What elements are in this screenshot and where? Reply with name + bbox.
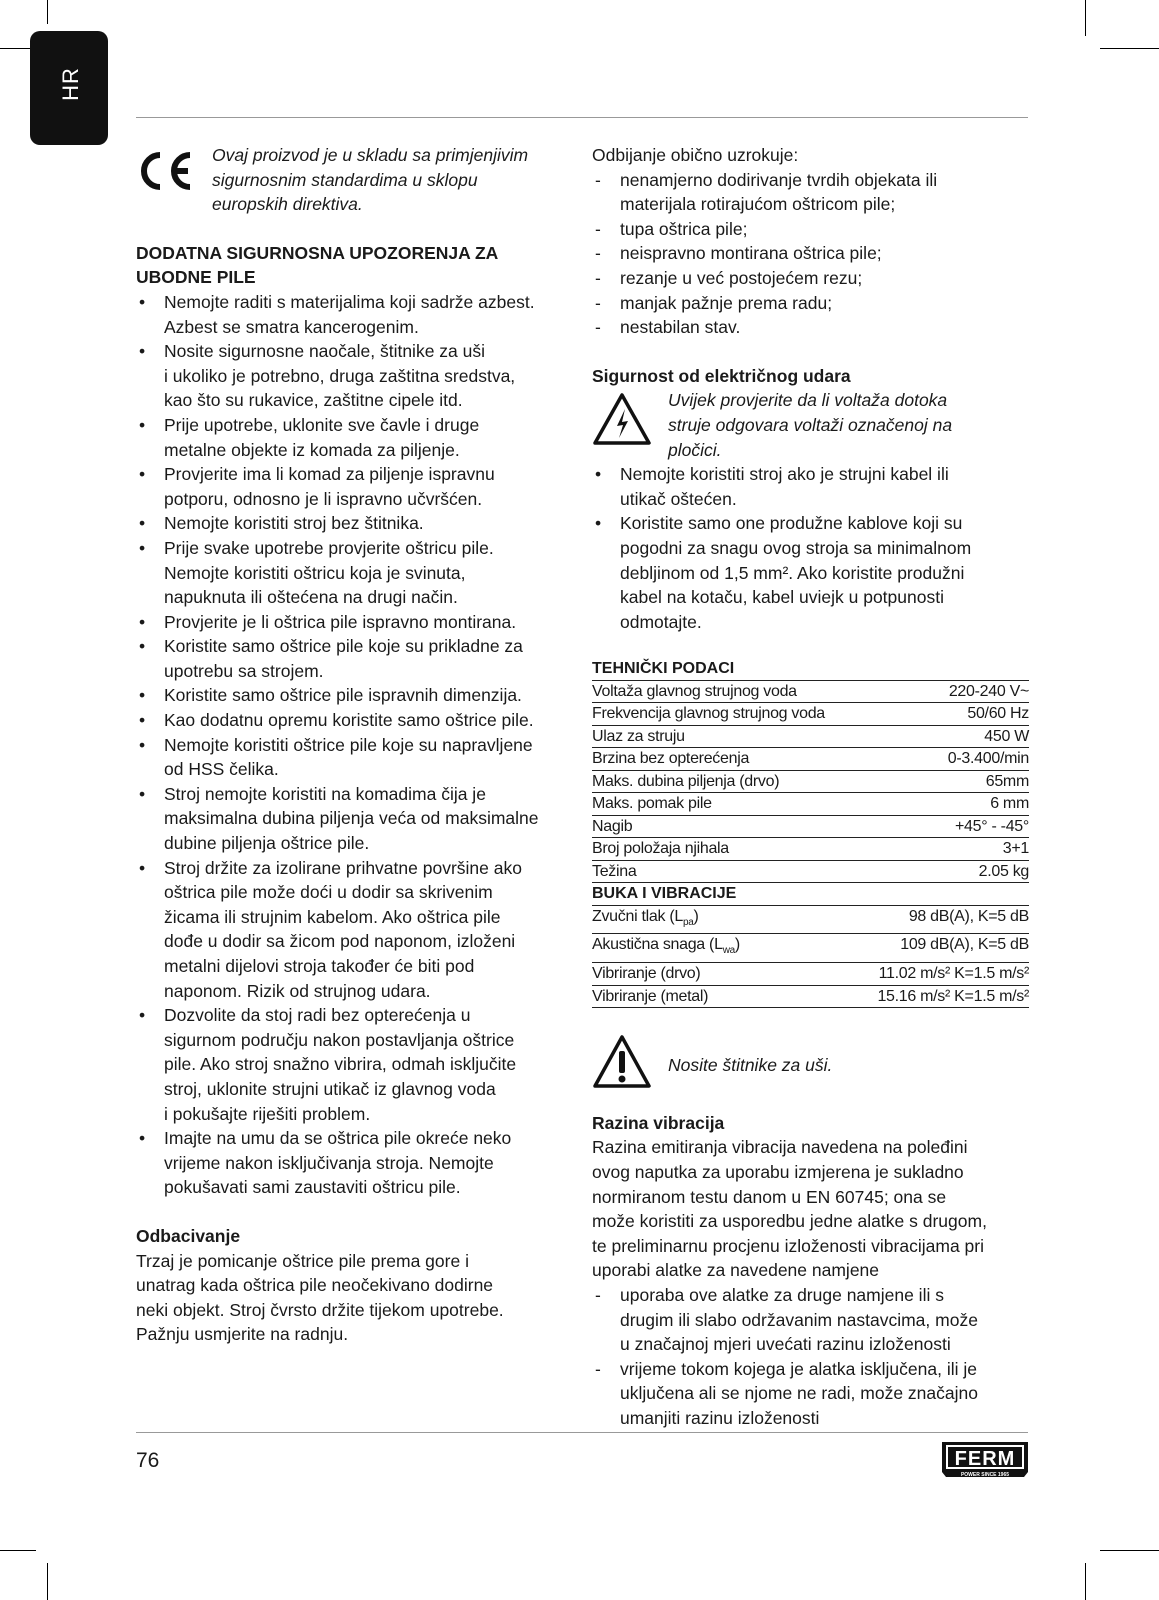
cause-item: - neispravno montirana oštrica pile; — [592, 241, 1029, 266]
safety-bullet-item: • Imajte na umu da se oštrica pile okreće neko vrijeme nakon isključivanja stroja. Nemojte pokušavati sami zaustaviti oštricu pile. — [136, 1126, 576, 1200]
vibration-dash-item: - vrijeme tokom kojega je alatka isključena, ili je uključena ali se njome ne radi, može značajno umanjiti razinu izloženosti — [592, 1357, 1029, 1431]
spec-row — [592, 703, 1029, 726]
safety-bullet-item: • Nemojte raditi s materijalima koji sadrže azbest. Azbest se smatra kancerogenim. — [136, 290, 576, 339]
ce-mark-icon — [136, 143, 212, 198]
electric-warning — [592, 388, 1029, 462]
spec-label: Težina — [592, 862, 637, 880]
spec-value: 50/60 Hz — [967, 705, 1029, 723]
crop-mark — [1085, 1563, 1086, 1600]
spec-value: 450 W — [984, 727, 1029, 745]
ce-mark-icon — [136, 151, 194, 191]
ce-text: Ovaj proizvod je u skladu sa primjenjivim sigurnosnim standardima u sklopu europskih direktiva. — [212, 145, 529, 215]
causes-list — [592, 168, 1029, 340]
spec-row — [592, 771, 1029, 794]
spec-row — [592, 816, 1029, 839]
ear-warning-text: Nosite štitnike za uši. — [668, 1055, 833, 1076]
safety-bullet-item: • Stroj nemojte koristiti na komadima čija je maksimalna dubina piljenja veća od maksimalne dubine piljenja oštrice pile. — [136, 782, 576, 856]
safety-bullet-item: • Nosite sigurnosne naočale, štitnike za uši i ukoliko je potrebno, druga zaštitna sredstva, kao što su rukavice, zaštitne cipele itd. — [136, 339, 576, 413]
language-code: HR — [57, 67, 83, 101]
spec-value: 2.05 kg — [978, 862, 1029, 880]
safety-bullet-item: • Provjerite je li oštrica pile ispravno montirana. — [136, 610, 576, 635]
spec-label: Ulaz za struju — [592, 727, 685, 745]
page-number: 76 — [136, 1449, 160, 1472]
noise-value: 98 dB(A), K=5 dB — [908, 907, 1029, 925]
noise-row — [592, 906, 1029, 935]
crop-mark — [47, 0, 48, 24]
section-heading: DODATNA SIGURNOSNA UPOZORENJA ZA UBODNE PILE — [136, 242, 499, 288]
electric-bullet-item: • Koristite samo one produžne kablove koji su pogodni za snagu ovog stroja sa minimalnom debljinom od 1,5 mm². Ako koristite produžni kabel na kotaču, kabel uviejk u potpunosti odmotajte. — [592, 511, 1029, 634]
electric-hazard-icon — [592, 388, 668, 453]
noise-row — [592, 986, 1029, 1009]
spec-label: Nagib — [592, 817, 633, 835]
safety-bullet-item: • Koristite samo oštrice pile koje su prikladne za upotrebu sa strojem. — [136, 634, 576, 683]
spec-row — [592, 861, 1029, 884]
spec-row — [592, 793, 1029, 816]
noise-table-heading: BUKA I VIBRACIJE — [592, 883, 1029, 906]
electric-bullet-list — [592, 462, 1029, 634]
cause-item: - tupa oštrica pile; — [592, 217, 1029, 242]
noise-label: Vibriranje (drvo) — [592, 965, 701, 983]
ear-warning — [592, 1034, 1029, 1097]
spec-row — [592, 838, 1029, 861]
crop-mark — [1100, 48, 1159, 49]
caution-icon — [592, 1034, 668, 1097]
vibration-dash-item: - uporaba ove alatke za druge namjene ili s drugim ili slabo održavanim nastavcima, može u značajnoj mjeri uvećati razinu izloženosti — [592, 1283, 1029, 1357]
spec-value: 6 mm — [990, 795, 1029, 813]
safety-bullet-list — [136, 290, 576, 1200]
spec-label: Frekvencija glavnog strujnog voda — [592, 705, 825, 723]
language-tab — [30, 31, 108, 145]
safety-bullet-item: • Dozvolite da stoj radi bez opterećenja u sigurnom području nakon postavljanja oštrice pile. Ako stroj snažno vibrira, odmah isključite stroj, uklonite strujni utikač iz glavnog voda i pokušajte riješiti problem. — [136, 1003, 576, 1126]
spec-label: Maks. pomak pile — [592, 795, 712, 813]
bottom-rule — [136, 1432, 1028, 1433]
kickback-heading: Odbacivanje — [136, 1225, 241, 1246]
cause-item: - manjak pažnje prema radu; — [592, 291, 1029, 316]
safety-bullet-item: • Prije svake upotrebe provjerite oštricu pile. Nemojte koristiti oštricu koja je svinuta, napuknuta ili oštećena na drugi način. — [136, 536, 576, 610]
right-column — [592, 143, 1029, 1430]
electric-heading: Sigurnost od električnog udara — [592, 365, 851, 386]
cause-item: - rezanje u već postojećem rezu; — [592, 266, 1029, 291]
noise-label: Zvučni tlak $(L_{pa})$ — [592, 907, 699, 928]
safety-bullet-item: • Nemojte koristiti oštrice pile koje su napravljene od HSS čelika. — [136, 733, 576, 782]
spec-value: 0-3.400/min — [947, 750, 1029, 768]
safety-bullet-item: • Prije upotrebe, uklonite sve čavle i druge metalne objekte iz komada za piljenje. — [136, 413, 576, 462]
spec-rows — [592, 681, 1029, 884]
spec-label: Voltaža glavnog strujnog voda — [592, 682, 797, 700]
vibration-heading: Razina vibracija — [592, 1112, 725, 1133]
spec-row — [592, 726, 1029, 749]
ferm-logo — [938, 1439, 1032, 1481]
noise-value: 109 dB(A), K=5 dB — [900, 936, 1029, 954]
spec-table-heading: TEHNIČKI PODACI — [592, 658, 1029, 681]
causes-intro: Odbijanje obično uzrokuje: — [592, 145, 799, 165]
spec-value: 220-240 V~ — [948, 682, 1029, 700]
spec-table — [592, 658, 1029, 1008]
ce-notice — [136, 143, 576, 217]
crop-mark — [1085, 0, 1086, 36]
spec-row — [592, 748, 1029, 771]
safety-bullet-item: • Nemojte koristiti stroj bez štitnika. — [136, 511, 576, 536]
spec-value: +45° - -45° — [955, 817, 1029, 835]
noise-value: 15.16 m/s² K=1.5 m/s² — [877, 987, 1029, 1005]
spec-label: Maks. dubina piljenja (drvo) — [592, 772, 780, 790]
vibration-dash-list — [592, 1283, 1029, 1431]
spec-value: 3+1 — [1002, 840, 1029, 858]
safety-bullet-item: • Stroj držite za izolirane prihvatne površine ako oštrica pile može doći u dodir sa skrivenim žicama ili strujnim kabelom. Ako oštrica pile dođe u dodir sa žicom pod naponom, izloženi metalni dijelovi stroja također će biti pod naponom. Rizik od strujnog udara. — [136, 856, 576, 1004]
spec-row — [592, 681, 1029, 704]
vibration-text: Razina emitiranja vibracija navedena na poleđini ovog naputka za uporabu izmjerena je sukladno normiranom testu danom u EN 60745; ona se može koristiti za usporedbu jedne alatke s drugom, te preliminarnu procjenu izloženosti vibracijama pri uporabi alatke za navedene namjene — [592, 1137, 987, 1281]
noise-value: 11.02 m/s² K=1.5 m/s² — [878, 965, 1029, 983]
electric-warning-text: Uvijek provjerite da li voltaža dotoka struje odgovara voltaži označenoj na pločici. — [668, 390, 953, 460]
logo-wordmark: FERM — [954, 1448, 1016, 1470]
crop-mark — [0, 1550, 36, 1551]
noise-rows — [592, 906, 1029, 1008]
noise-label: Vibriranje (metal) — [592, 987, 709, 1005]
safety-bullet-item: • Provjerite ima li komad za piljenje ispravnu potporu, odnosno je li ispravno učvršćen. — [136, 462, 576, 511]
cause-item: - nestabilan stav. — [592, 315, 1029, 340]
crop-mark — [47, 1563, 48, 1600]
top-rule — [136, 117, 1028, 118]
safety-bullet-item: • Koristite samo oštrice pile ispravnih dimenzija. — [136, 683, 576, 708]
electric-bullet-item: • Nemojte koristiti stroj ako je strujni kabel ili utikač oštećen. — [592, 462, 1029, 511]
left-column — [136, 143, 576, 1347]
crop-mark — [1100, 1550, 1159, 1551]
noise-row — [592, 934, 1029, 963]
noise-row — [592, 963, 1029, 986]
cause-item: - nenamjerno dodirivanje tvrdih objekata ili materijala rotirajućom oštricom pile; — [592, 168, 1029, 217]
spec-label: Brzina bez opterećenja — [592, 750, 750, 768]
spec-value: 65mm — [985, 772, 1029, 790]
noise-label: Akustična snaga $(L_{wa})$ — [592, 936, 740, 957]
logo-tagline: POWER SINCE 1965 — [960, 1472, 1010, 1478]
safety-bullet-item: • Kao dodatnu opremu koristite samo oštrice pile. — [136, 708, 576, 733]
spec-label: Broj položaja njihala — [592, 840, 729, 858]
kickback-text: Trzaj je pomicanje oštrice pile prema gore i unatrag kada oštrica pile neočekivano dodirne neki objekt. Stroj čvrsto držite tijekom upotrebe. Pažnju usmjerite na radnju. — [136, 1250, 504, 1345]
